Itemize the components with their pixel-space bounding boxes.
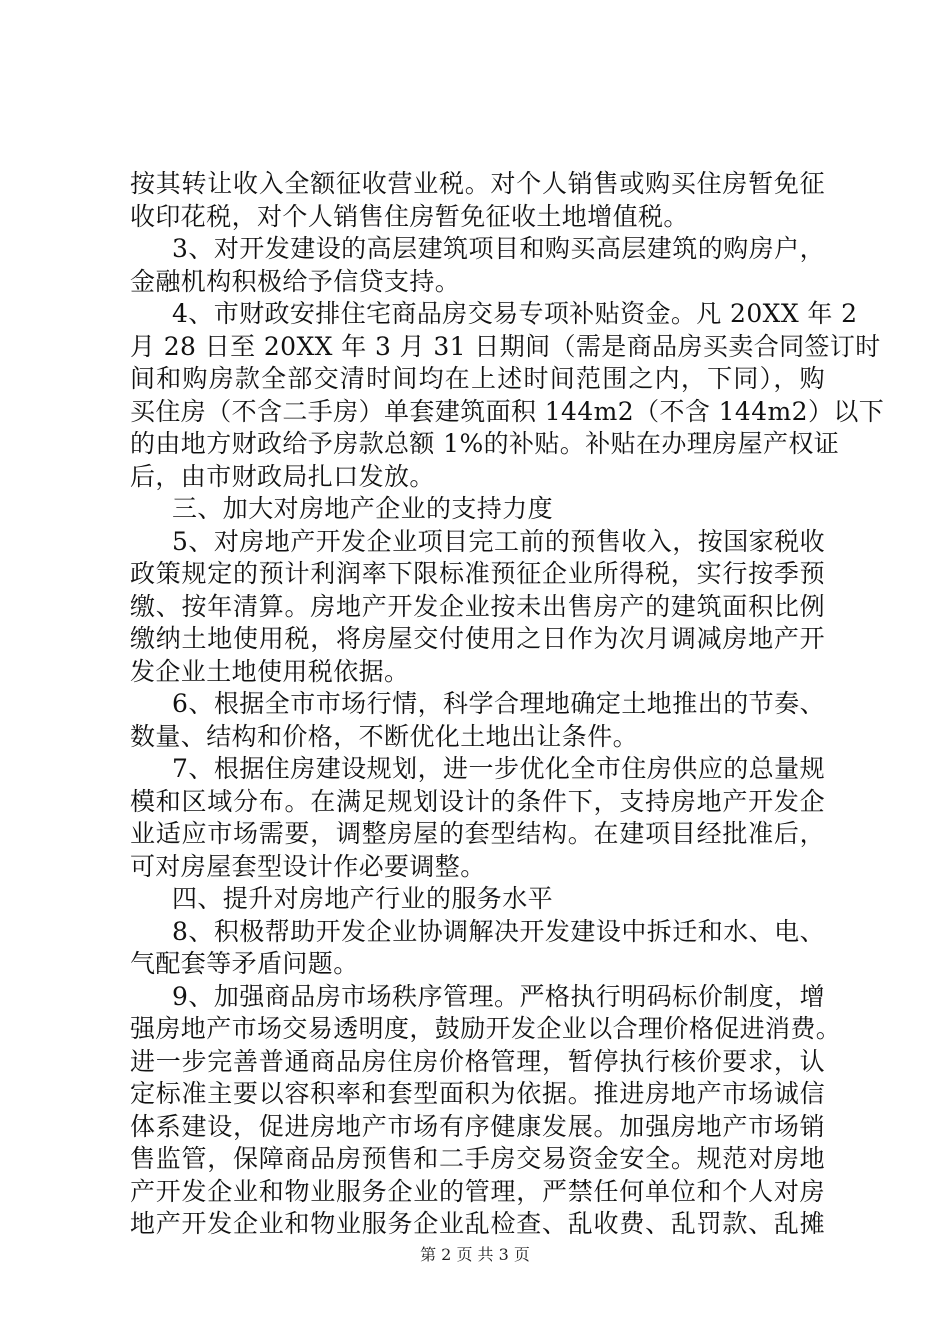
text-line: 定标准主要以容积率和套型面积为依据。推进房地产市场诚信 [130,1079,825,1108]
text-line: 产开发企业和物业服务企业的管理，严禁任何单位和个人对房 [130,1176,825,1206]
page-number-footer: 第 2 页 共 3 页 [420,1245,530,1264]
text-line: 进一步完善普通商品房住房价格管理，暂停执行核价要求，认 [130,1046,825,1076]
text-line: 业适应市场需要，调整房屋的套型结构。在建项目经批准后， [130,819,825,848]
section-heading: 四、提升对房地产行业的服务水平 [172,884,554,913]
text-line: 缴、按年清算。房地产开发企业按未出售房产的建筑面积比例 [130,591,825,621]
text-line: 缴纳土地使用税，将房屋交付使用之日作为次月调减房地产开 [130,624,825,653]
paragraph-start-line: 8、积极帮助开发企业协调解决开发建设中拆迁和水、电、 [172,916,825,946]
text-line: 数量、结构和价格，不断优化土地出让条件。 [130,721,639,751]
text-line: 气配套等矛盾问题。 [130,949,359,978]
paragraph-start-line: 5、对房地产开发企业项目完工前的预售收入，按国家税收 [172,526,825,556]
text-line: 发企业土地使用税依据。 [130,656,410,686]
document-body [130,168,885,1241]
text-line: 强房地产市场交易透明度，鼓励开发企业以合理价格促进消费。 [130,1014,842,1043]
section-heading: 三、加大对房地产企业的支持力度 [172,494,554,523]
text-line: 收印花税，对个人销售住房暂免征收土地增值税。 [130,201,689,231]
paragraph-start-line: 7、根据住房建设规划，进一步优化全市住房供应的总量规 [172,754,825,783]
paragraph-start-line: 4、市财政安排住宅商品房交易专项补贴资金。凡 20XX 年 2 [172,299,858,328]
text-line: 政策规定的预计利润率下限标准预征企业所得税，实行按季预 [130,559,825,588]
paragraph-start-line: 9、加强商品房市场秩序管理。严格执行明码标价制度，增 [172,981,825,1011]
text-line: 按其转让收入全额征收营业税。对个人销售或购买住房暂免征 [130,169,825,198]
text-line: 月 28 日至 20XX 年 3 月 31 日期间（需是商品房买卖合同签订时 [130,331,881,361]
text-line: 买住房（不含二手房）单套建筑面积 144m2（不含 144m2）以下 [130,396,885,426]
paragraph-start-line: 3、对开发建设的高层建筑项目和购买高层建筑的购房户， [172,234,825,263]
text-line: 的由地方财政给予房款总额 1%的补贴。补贴在办理房屋产权证 [130,429,840,458]
text-line: 可对房屋套型设计作必要调整。 [130,851,486,881]
text-line: 金融机构积极给予信贷支持。 [130,266,461,296]
text-line: 模和区域分布。在满足规划设计的条件下，支持房地产开发企 [130,786,825,816]
text-line: 间和购房款全部交清时间均在上述时间范围之内，下同），购 [130,364,825,393]
text-line: 后，由市财政局扎口发放。 [130,461,435,491]
text-line: 体系建设，促进房地产市场有序健康发展。加强房地产市场销 [130,1111,825,1141]
text-line: 地产开发企业和物业服务企业乱检查、乱收费、乱罚款、乱摊 [130,1209,825,1238]
text-line: 售监管，保障商品房预售和二手房交易资金安全。规范对房地 [130,1144,825,1173]
paragraph-start-line: 6、根据全市市场行情，科学合理地确定土地推出的节奏、 [172,689,825,718]
